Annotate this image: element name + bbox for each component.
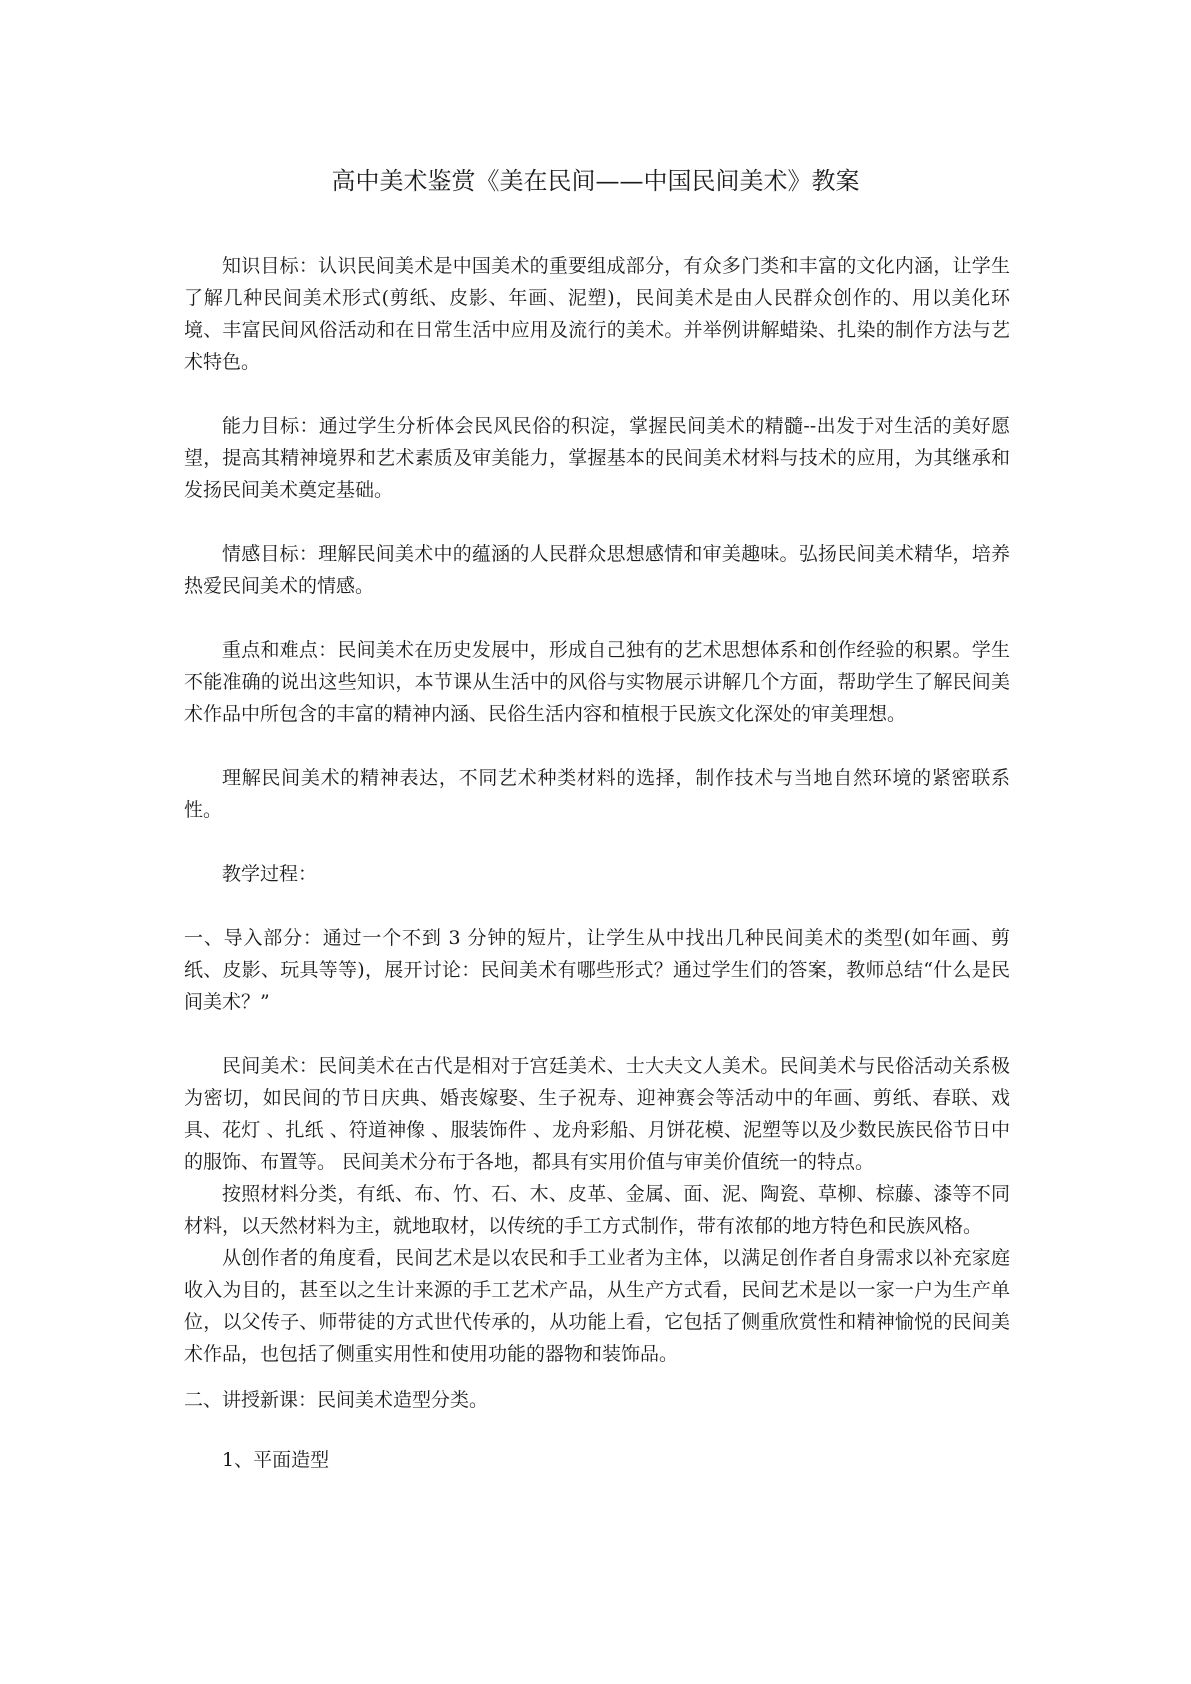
paragraph-emotion-goal: 情感目标：理解民间美术中的蕴涵的人民群众思想感情和审美趣味。弘扬民间美术精华，培养热爱民间美术的情感。 [184, 543, 1010, 597]
paragraph-ability-goal: 能力目标：通过学生分析体会民风民俗的积淀，掌握民间美术的精髓--出发于对生活的美好愿望，提高其精神境界和艺术素质及审美能力，掌握基本的民间美术材料与技术的应用，为其继承和发扬民间美术奠定基础。 [184, 415, 1010, 501]
paragraph-key-difficulty: 重点和难点：民间美术在历史发展中，形成自己独有的艺术思想体系和创作经验的积累。学生不能准确的说出这些知识，本节课从生活中的风俗与实物展示讲解几个方面，帮助学生了解民间美术作品中所包含的丰富的精神内涵、民俗生活内容和植根于民族文化深处的审美理想。 [184, 639, 1010, 725]
paragraph-teaching-process: 教学过程： [222, 863, 318, 885]
paragraph-materials: 按照材料分类，有纸、布、竹、石、木、皮革、金属、面、泥、陶瓷、草柳、棕藤、漆等不同材料，以天然材料为主，就地取材，以传统的手工方式制作，带有浓郁的地方特色和民族风格。 [184, 1183, 1010, 1237]
paragraph-flat-modeling: 1、平面造型 [222, 1449, 330, 1471]
paragraph-understanding: 理解民间美术的精神表达，不同艺术种类材料的选择，制作技术与当地自然环境的紧密联系性。 [184, 767, 1010, 821]
paragraph-creator: 从创作者的角度看，民间艺术是以农民和手工业者为主体，以满足创作者自身需求以补充家庭收入为目的，甚至以之生计来源的手工艺术产品，从生产方式看，民间艺术是以一家一户为生产单位，以父传子、师带徒的方式世代传承的，从功能上看，它包括了侧重欣赏性和精神愉悦的民间美术作品，也包括了侧重实用性和使用功能的器物和装饰品。 [184, 1247, 1010, 1365]
paragraph-knowledge-goal: 知识目标：认识民间美术是中国美术的重要组成部分，有众多门类和丰富的文化内涵，让学生了解几种民间美术形式(剪纸、皮影、年画、泥塑)，民间美术是由人民群众创作的、用以美化环境、丰富民间风俗活动和在日常生活中应用及流行的美术。并举例讲解蜡染、扎染的制作方法与艺术特色。 [184, 255, 1010, 373]
document-body [184, 250, 1010, 1476]
paragraph-introduction: 一、导入部分：通过一个不到 3 分钟的短片，让学生从中找出几种民间美术的类型(如年画、剪纸、皮影、玩具等等)，展开讨论：民间美术有哪些形式？通过学生们的答案，教师总结“什么是民间美术？” [184, 927, 1010, 1013]
paragraph-new-lesson: 二、讲授新课：民间美术造型分类。 [184, 1389, 489, 1411]
document-title: 高中美术鉴赏《美在民间——中国民间美术》教案 [331, 167, 860, 195]
paragraph-folk-art: 民间美术：民间美术在古代是相对于宫廷美术、士大夫文人美术。民间美术与民俗活动关系极为密切，如民间的节日庆典、婚丧嫁娶、生子祝寿、迎神赛会等活动中的年画、剪纸、春联、戏具、花灯 、扎纸 、符道神像 、服装饰件 、龙舟彩船、月饼花模、泥塑等以及少数民族民俗节日中的服饰、布置等。 民间美术分布于各地，都具有实用价值与审美价值统一的特点。 [184, 1055, 1010, 1173]
